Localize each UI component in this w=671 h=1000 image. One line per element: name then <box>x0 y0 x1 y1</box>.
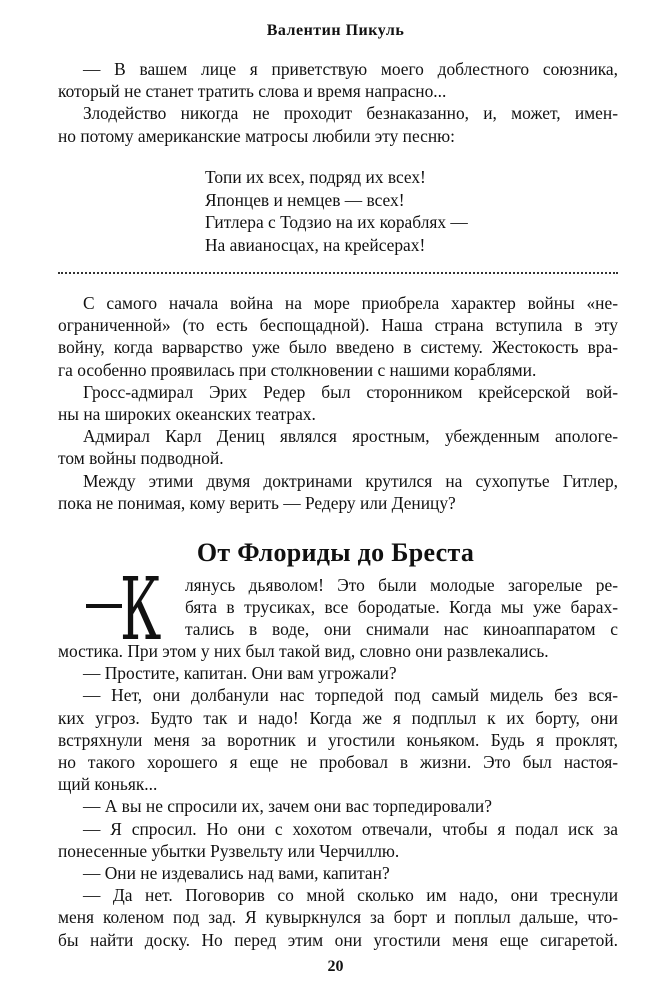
text-line: но потому американские матросы любили эту песню: <box>58 125 455 146</box>
chapter-title: От Флориды до Бреста <box>196 538 475 567</box>
text-line: га особенно проявилась при столкновении с нашими кораблями. <box>58 359 537 380</box>
text-line: — В вашем лице я приветствую моего доблестного союзника, <box>83 59 618 79</box>
text-line: ких угроз. Будто так и надо! Когда же я подплыл к их борту, они <box>58 707 618 728</box>
dropcap-dash <box>86 604 122 608</box>
text-line: понесенные убытки Рузвельту или Черчиллю. <box>58 840 400 861</box>
poem-line: Японцев и немцев — всех! <box>205 189 405 210</box>
text-line: Между этими двумя доктринами крутился на сухопутье Гитлер, <box>83 470 618 491</box>
text-line: Адмирал Карл Дениц являлся яростным, убежденным апологе- <box>83 426 618 447</box>
text-line: тались в воде, они снимали нас киноаппаратом с <box>185 619 618 640</box>
poem-line: Гитлера с Тодзио на их кораблях — <box>205 212 468 233</box>
text-line: бята в трусиках, все бородатые. Когда мы уже барах- <box>185 597 618 618</box>
poem-line: На авианосцах, на крейсерах! <box>205 234 426 255</box>
paragraph-block-dialogue <box>58 640 618 951</box>
dropcap-letter: К <box>120 560 162 660</box>
dotted-separator <box>58 272 618 274</box>
text-line: меня коленом под зад. Я кувыркнулся за борт и поплыл дальше, что- <box>58 907 618 928</box>
text-line: ны на широких океанских театрах. <box>58 404 316 425</box>
text-line: — Нет, они долбанули нас торпедой под самый мидель без вся- <box>83 685 618 706</box>
poem-verse <box>205 166 468 256</box>
text-line: — А вы не спросили их, зачем они вас торпедировали? <box>83 796 492 817</box>
text-line: Гросс-адмирал Эрих Редер был сторонником крейсерской вой- <box>83 381 618 402</box>
text-line: том войны подводной. <box>58 448 224 469</box>
poem-line: Топи их всех, подряд их всех! <box>205 167 426 187</box>
text-line: который не станет тратить слова и время напрасно... <box>58 81 447 102</box>
page-number: 20 <box>327 958 344 975</box>
text-line: мостика. При этом у них был такой вид, словно они развлекались. <box>58 641 549 661</box>
text-line: встряхнули меня за воротник и угостили коньяком. Будь я проклят, <box>58 729 618 750</box>
text-line: — Да нет. Поговорив со мной сколько им надо, они треснули <box>83 885 618 906</box>
text-line: — Я спросил. Но они с хохотом отвечали, чтобы я подал иск за <box>83 818 618 839</box>
text-line: Злодейство никогда не проходит безнаказанно, и, может, имен- <box>83 103 618 124</box>
text-line: но такого хорошего я еще не пробовал в жизни. Это был настоя- <box>58 752 618 773</box>
paragraph-block-dropcap <box>185 574 618 641</box>
paragraph-block-opening <box>58 58 618 147</box>
text-line: — Они не издевались над вами, капитан? <box>83 863 390 884</box>
text-line: лянусь дьяволом! Это были молодые загорелые ре- <box>185 575 618 595</box>
running-head: Валентин Пикуль <box>266 22 405 39</box>
text-line: бы найти доску. Но перед этим они угостили меня еще сигаретой. <box>58 929 618 950</box>
text-line: войну, когда варварство уже было введено в систему. Жестокость вра- <box>58 337 618 358</box>
text-line: пока не понимая, кому верить — Редеру или Деницу? <box>58 492 456 513</box>
text-line: щий коньяк... <box>58 774 158 795</box>
paragraph-block-doctrine <box>58 292 618 514</box>
text-line: ограниченной» (то есть беспощадной). Наша страна вступила в эту <box>58 315 618 336</box>
text-line: С самого начала война на море приобрела характер войны «не- <box>83 293 618 313</box>
text-line: — Простите, капитан. Они вам угрожали? <box>83 663 397 684</box>
